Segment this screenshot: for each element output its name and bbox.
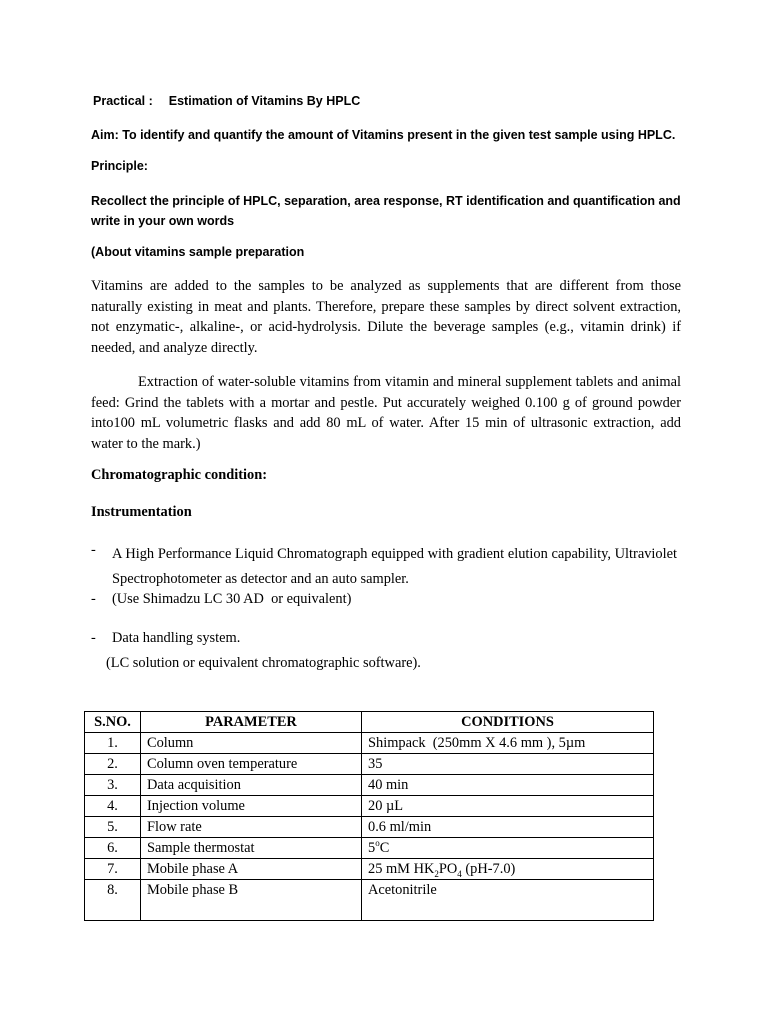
- table-row: [85, 754, 654, 775]
- formula-part: (pH-7.0): [461, 861, 516, 877]
- cell-condition: 0.6 ml/min: [362, 817, 654, 838]
- sample-prep-heading: (About vitamins sample preparation: [91, 245, 305, 259]
- cell-parameter: Injection volume: [141, 796, 362, 817]
- chromatographic-conditions-table: [84, 711, 654, 921]
- degree-superscript: o: [375, 838, 380, 849]
- cell-condition: Shimpack (250mm X 4.6 mm ), 5µm: [362, 733, 654, 754]
- table-row: [85, 859, 654, 880]
- list-item-text: (Use Shimadzu LC 30 AD or equivalent): [112, 591, 352, 607]
- principle-heading: Principle:: [91, 159, 148, 173]
- table-row: [85, 817, 654, 838]
- formula-part: 25 mM HK: [368, 861, 435, 877]
- table-header-row: [85, 712, 654, 733]
- table-row: [85, 838, 654, 859]
- cell-sno: 5.: [85, 817, 141, 838]
- header-conditions: CONDITIONS: [362, 712, 654, 733]
- paragraph-extraction: Extraction of water-soluble vitamins from vitamin and mineral supplement tablets and animal feed: Grind the tablets with a mortar and pestle. Put accurately weighed 0.100 g of ground powder into100 mL volumetric flasks and add 80 mL of water. After 15 min of ultrasonic extraction, add water to the mark.): [91, 374, 681, 453]
- practical-label: Practical :: [93, 94, 153, 108]
- chromatographic-heading: Chromatographic condition:: [91, 467, 268, 483]
- cell-sno: 3.: [85, 775, 141, 796]
- header-sno: S.NO.: [85, 712, 141, 733]
- cell-sno: 8.: [85, 880, 141, 921]
- cell-sno: 7.: [85, 859, 141, 880]
- condition-unit: C: [379, 840, 390, 856]
- cell-condition: [362, 859, 654, 880]
- formula-part: PO: [438, 861, 458, 877]
- formula-subscript: 4: [457, 868, 462, 879]
- list-item-text: Data handling system.: [112, 630, 241, 646]
- table-row: [85, 775, 654, 796]
- table-row: [85, 733, 654, 754]
- condition-value: 5: [368, 840, 376, 856]
- cell-parameter: Column oven temperature: [141, 754, 362, 775]
- list-item: [91, 591, 351, 608]
- cell-parameter: Mobile phase B: [141, 880, 362, 921]
- cell-sno: 4.: [85, 796, 141, 817]
- practical-title: Estimation of Vitamins By HPLC: [168, 94, 361, 108]
- aim-text: Aim: To identify and quantify the amount of Vitamins present in the given test sample using HPLC.: [91, 128, 676, 142]
- header-parameter: PARAMETER: [141, 712, 362, 733]
- cell-sno: 1.: [85, 733, 141, 754]
- table-row: [85, 796, 654, 817]
- cell-parameter: Column: [141, 733, 362, 754]
- cell-condition: 40 min: [362, 775, 654, 796]
- paragraph-vitamins-added: Vitamins are added to the samples to be analyzed as supplements that are different from those naturally existing in meat and plants. Therefore, prepare these samples by direct solvent extraction, not enzymatic-, alkaline-, or acid-hydrolysis. Dilute the beverage samples (e.g., vitamin drink) if needed, and analyze directly.: [91, 278, 681, 357]
- cell-parameter: Data acquisition: [141, 775, 362, 796]
- software-note: (LC solution or equivalent chromatographic software).: [106, 655, 421, 671]
- cell-condition: [362, 838, 654, 859]
- cell-sno: 6.: [85, 838, 141, 859]
- bullet-dash: -: [91, 591, 96, 607]
- list-item: [91, 542, 112, 559]
- cell-parameter: Mobile phase A: [141, 859, 362, 880]
- list-item: [91, 630, 240, 647]
- formula-subscript: 2: [434, 868, 439, 879]
- cell-sno: 2.: [85, 754, 141, 775]
- cell-parameter: Sample thermostat: [141, 838, 362, 859]
- practical-heading: [93, 94, 360, 108]
- list-item-text: A High Performance Liquid Chromatograph equipped with gradient elution capability, Ultraviolet Spectrophotometer as detector and an auto sampler.: [112, 546, 677, 587]
- cell-condition: 35: [362, 754, 654, 775]
- cell-parameter: Flow rate: [141, 817, 362, 838]
- bullet-dash: -: [91, 542, 96, 558]
- bullet-dash: -: [91, 630, 96, 646]
- instrumentation-heading: Instrumentation: [91, 504, 192, 520]
- principle-text: Recollect the principle of HPLC, separation, area response, RT identification and quantification and write in your own words: [91, 194, 681, 228]
- cell-condition: 20 µL: [362, 796, 654, 817]
- cell-condition: Acetonitrile: [362, 880, 654, 921]
- table-row: [85, 880, 654, 921]
